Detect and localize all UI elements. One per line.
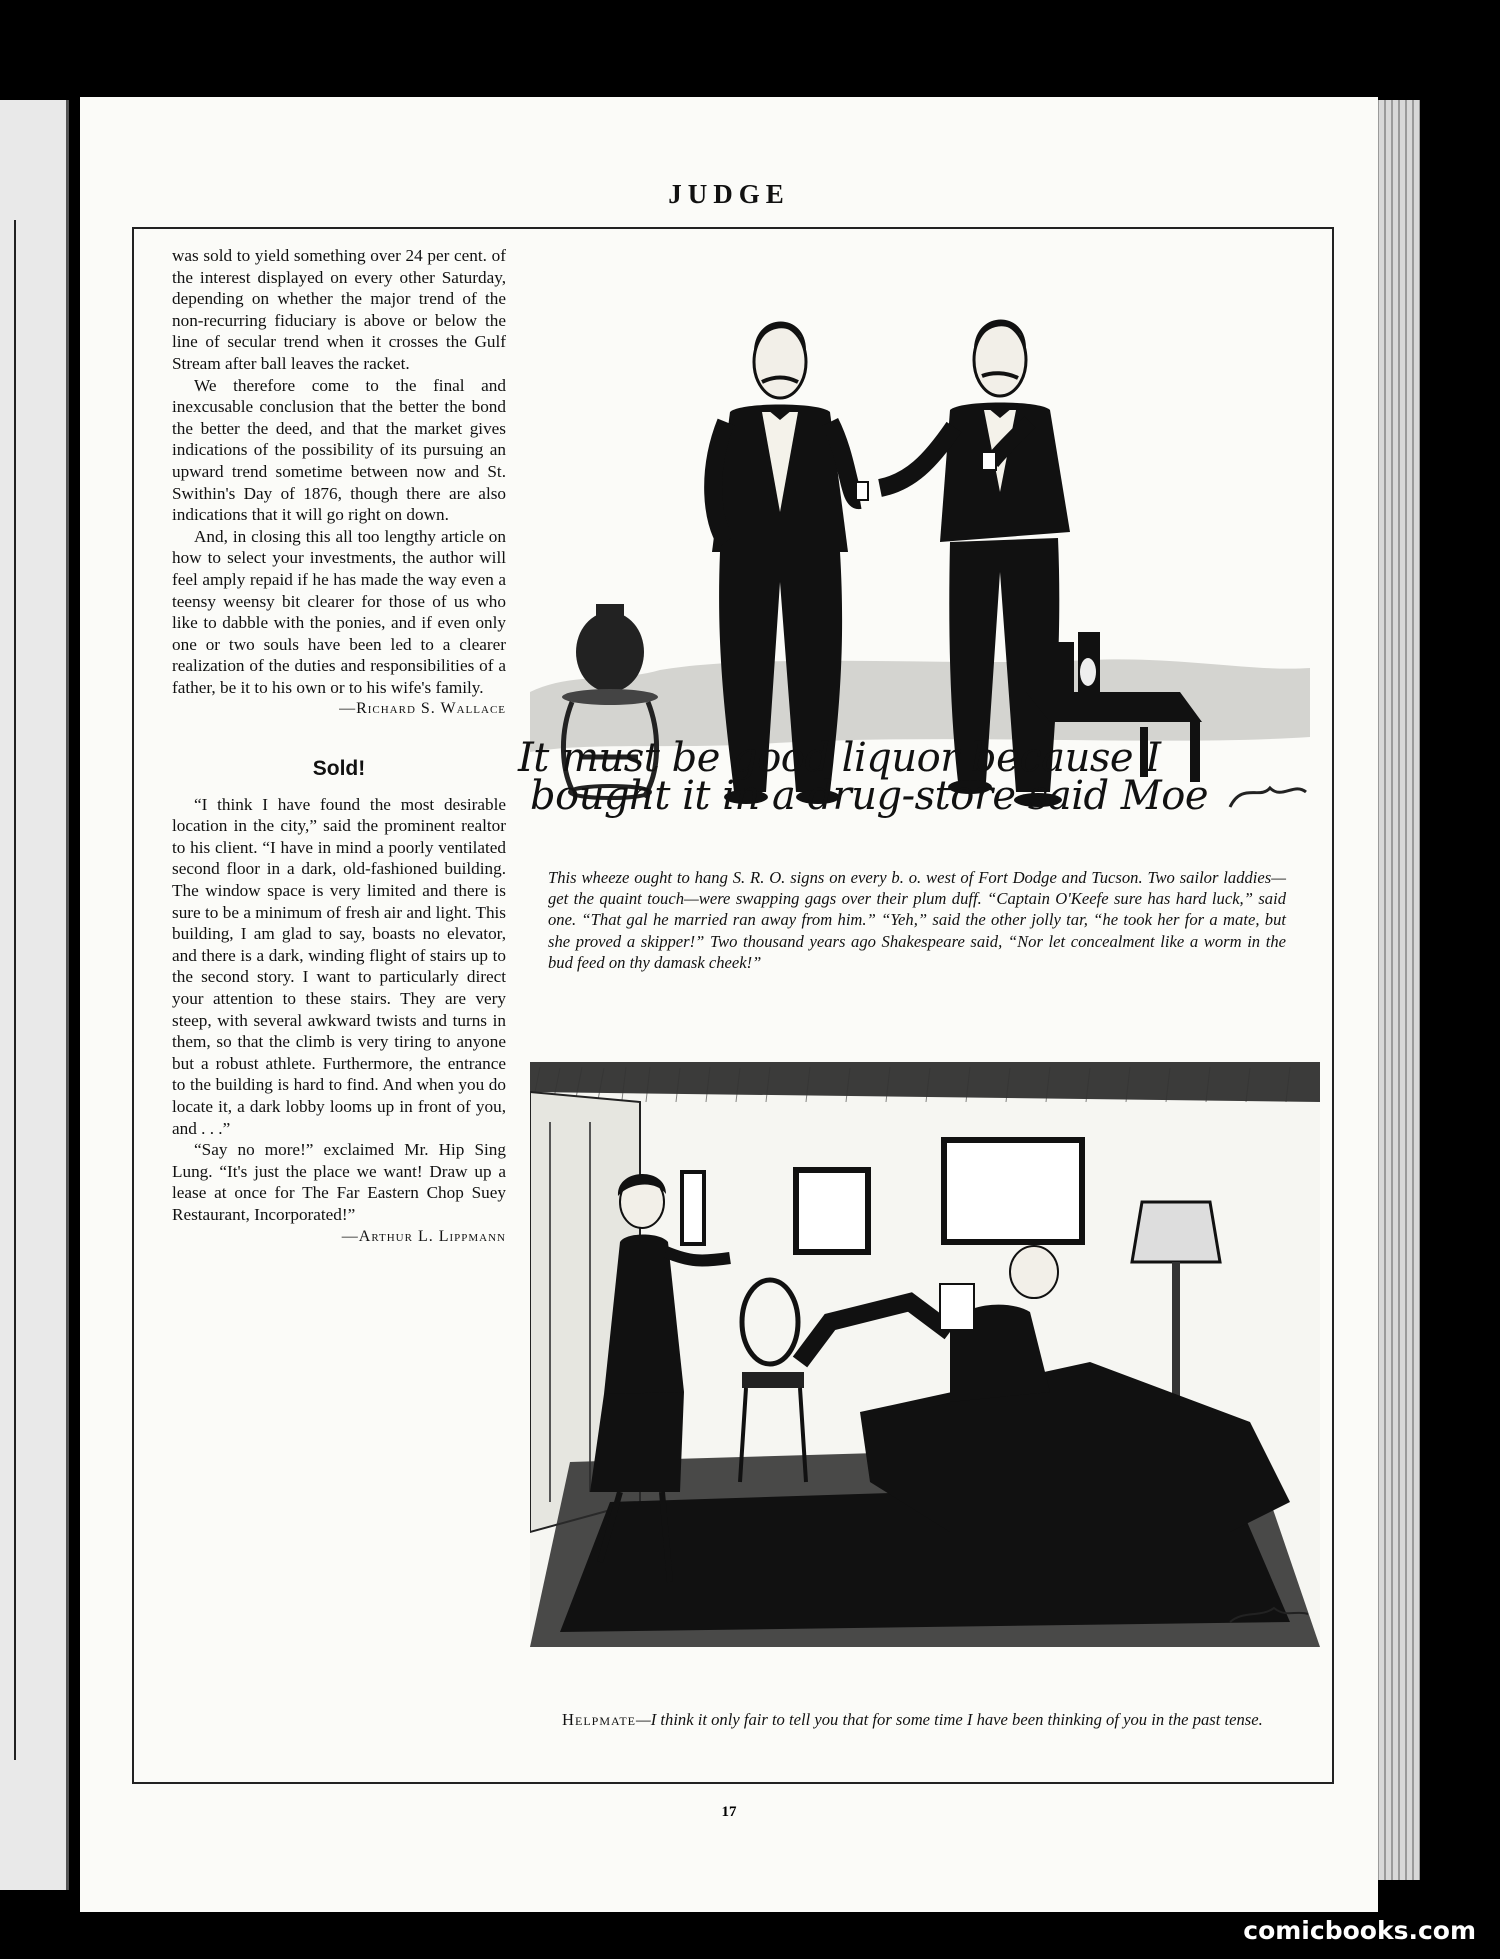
sold-byline: —Arthur L. Lippmann: [341, 1227, 506, 1245]
sold-paragraph-2: “Say no more!” exclaimed Mr. Hip Sing Lung. “It's just the place we want! Draw up a lease at once for The Far Eastern Chop Suey Restaurant, Incorporated!”: [172, 1140, 506, 1224]
sold-paragraph-1: “I think I have found the most desirable location in the city,” said the prominent realtor to his client. “I have in mind a poorly ventilated second floor in a dark, old-fashioned building. The window space is very limited and there is sure to be a minimum of fresh air and light. This building, I am glad to say, boasts no elevator, and there is a dark, winding flight of stairs up to the second story. I want to particularly direct your attention to these stairs. They are very steep, with several awkward twists and turns in them, so that the climb is very tiring to anyone but a robust athlete. Furthermore, the entrance to the building is hard to find. And when you do locate it, a dark lobby looms up in front of you, and . . .”: [172, 794, 506, 1138]
magazine-page: [80, 97, 1378, 1912]
sold-title: Sold!: [312, 757, 366, 781]
cartoon-helpmate: [530, 1062, 1320, 1647]
caption-speaker: Helpmate: [562, 1710, 636, 1729]
left-page-edge: [0, 100, 69, 1890]
right-page-edges: [1372, 100, 1420, 1880]
article-paragraph-1: was sold to yield something over 24 per cent. of the interest displayed on every other Saturday, depending on whether the major trend of the non-recurring fiduciary is above or below the line of secular trend when it crosses the Gulf Stream after ball leaves the racket.: [172, 246, 506, 373]
article-byline: —Richard S. Wallace: [339, 700, 506, 718]
cartoon-bottom-caption: [562, 1709, 1292, 1731]
left-column: [172, 245, 506, 1247]
watermark: comicbooks.com: [1243, 1916, 1476, 1945]
picture-frame-small: [796, 1170, 868, 1252]
cartoon-top-caption: [518, 735, 1328, 819]
caption-line-1: It must be good liquor because I: [518, 735, 1161, 781]
running-head: JUDGE: [668, 179, 790, 209]
page-number: 17: [721, 1804, 737, 1820]
wheeze-text: This wheeze ought to hang S. R. O. signs on every b. o. west of Fort Dodge and Tucson. Two sailor laddies—get the quaint touch—were swapping gags over their plum duff. “Captain O'Keefe sure has hard luck,” said one. “That gal he married ran away from him.” “Yeh,” said the other jolly tar, “he took her for a mate, but she proved a skipper!” Two thousand years ago Shakespeare said, “Nor let concealment like a worm in the bud feed on thy damask cheek!”: [548, 868, 1286, 972]
caption-line-2: bought it in a drug-store said Moe: [530, 773, 1209, 819]
article-paragraph-3: And, in closing this all too lengthy article on how to select your investments, the author will feel amply repaid if he has made the way even a teensy weensy bit clearer for those of us who like to dabble with the ponies, and if even only one or two souls have been led to a clearer realization of the duties and responsibilities of a father, be it to his own or to his wife's family.: [172, 526, 506, 697]
article-paragraph-2: We therefore come to the final and inexcusable conclusion that the better the bond the better the deed, and that the market gives indications of the possibility of its pursuing an upward trend sometime between now and St. Swithin's Day of 1876, though there are also indications that it will go right on down.: [172, 375, 506, 525]
caption-text: —I think it only fair to tell you that for some time I have been thinking of you in the past tense.: [635, 1710, 1263, 1729]
picture-frame-large: [944, 1140, 1082, 1242]
